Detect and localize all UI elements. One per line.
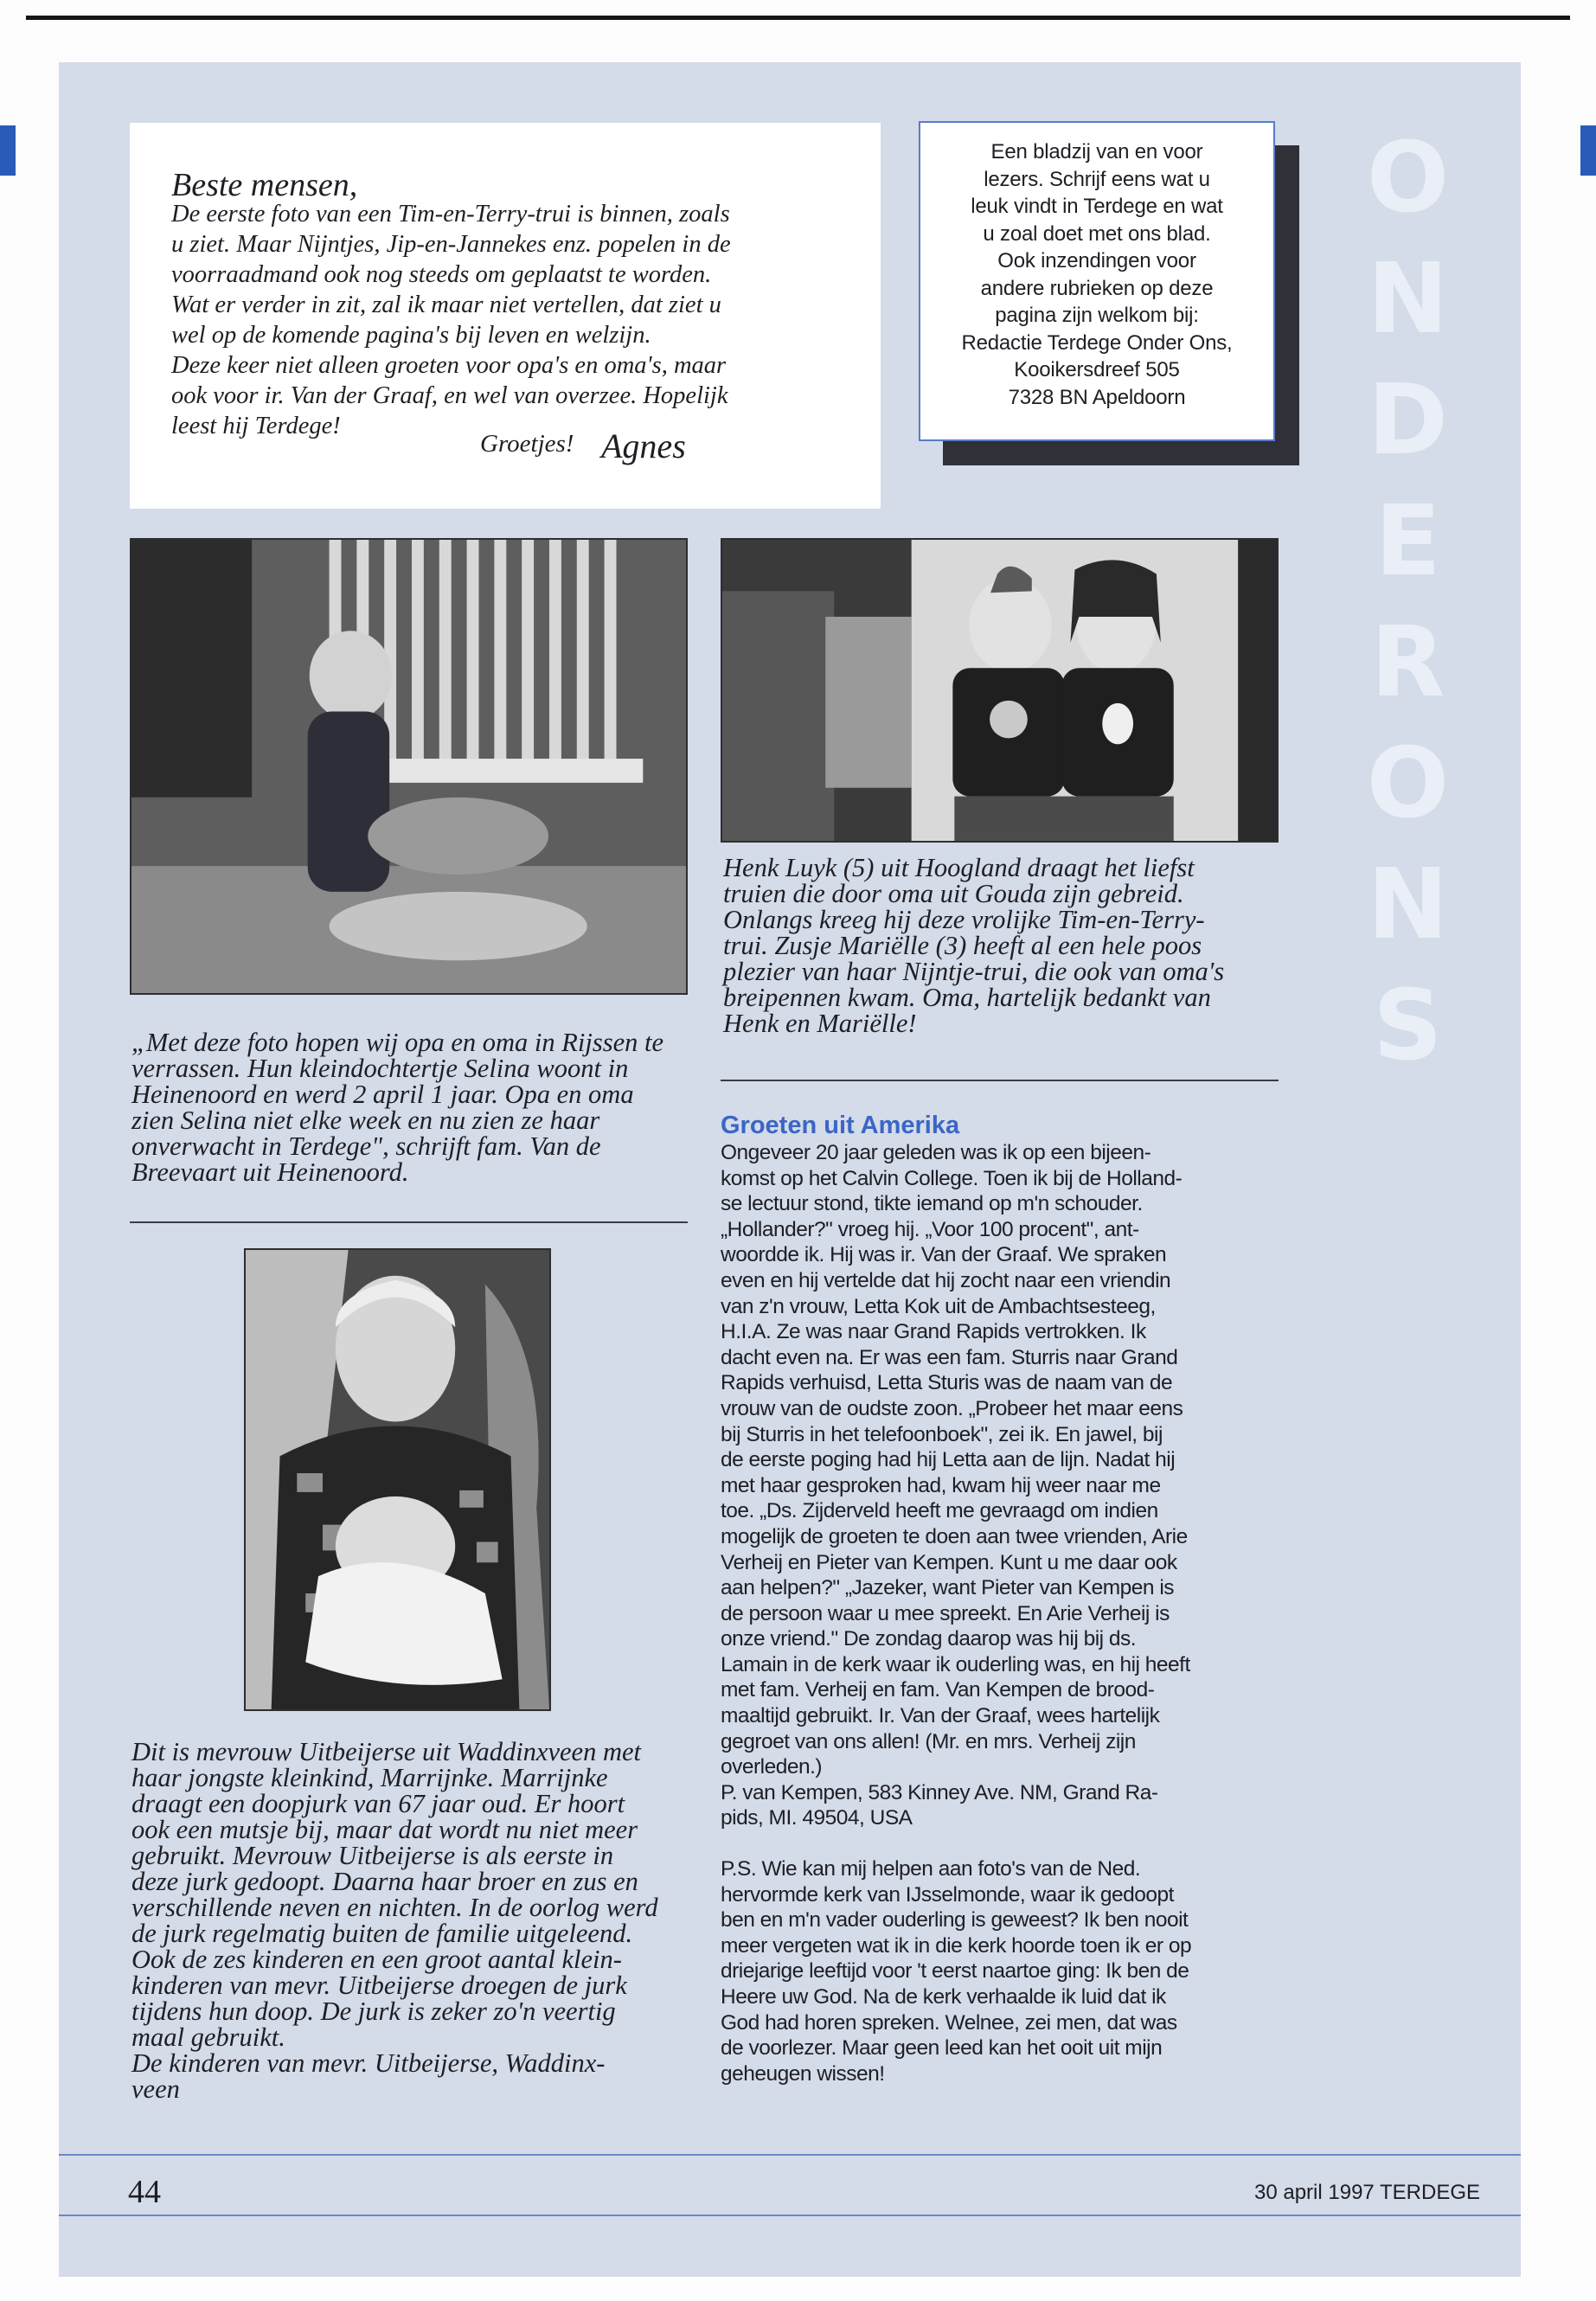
article-line: onze vriend." De zondag daarop was hij bij ds.: [721, 1627, 1137, 1651]
article-line: pids, MI. 49504, USA: [721, 1806, 913, 1830]
caption-line: verschillende neven en nichten. In de oorlog werd: [131, 1893, 658, 1922]
caption-line: onverwacht in Terdege", schrijft fam. Van de: [131, 1131, 601, 1161]
caption-line: zien Selina niet elke week en nu zien ze haar: [131, 1106, 600, 1135]
article-line: overleden.): [721, 1755, 823, 1779]
caption-line: De kinderen van mevr. Uitbeijerse, Waddinx-: [131, 2048, 606, 2078]
caption-line: Dit is mevrouw Uitbeijerse uit Waddinxveen met: [131, 1737, 641, 1766]
caption-line: veen: [131, 2074, 180, 2104]
caption-line: kinderen van mevr. Uitbeijerse droegen de jurk: [131, 1971, 627, 2000]
page-number: 44: [128, 2174, 161, 2210]
letter-line: Wat er verder in zit, zal ik maar niet vertellen, dat ziet u: [171, 292, 721, 318]
section-title-vertical: [1354, 122, 1462, 1583]
caption-line: maal gebruikt.: [131, 2022, 285, 2052]
article-line: „Hollander?" vroeg hij. „Voor 100 procent", ant-: [721, 1217, 1139, 1241]
caption-line: Heinenoord en werd 2 april 1 jaar. Opa en oma: [131, 1080, 634, 1109]
infobox-line: Redactie Terdege Onder Ons,: [961, 330, 1233, 355]
infobox-line: Ook inzendingen voor: [997, 249, 1196, 272]
caption-line: Onlangs kreeg hij deze vrolijke Tim-en-Terry-: [723, 905, 1205, 934]
side-letter: D: [1368, 364, 1448, 477]
side-letter: N: [1367, 849, 1449, 961]
article-line: vrouw van de oudste zoon. „Probeer het maar eens: [721, 1396, 1183, 1420]
article-line: mogelijk de groeten te doen aan twee vrienden, Arie: [721, 1524, 1188, 1548]
caption-line: deze jurk gedoopt. Daarna haar broer en zus en: [131, 1867, 638, 1896]
top-rule: [26, 16, 1570, 20]
article-line: woordde ik. Hij was ir. Van der Graaf. We spraken: [721, 1243, 1167, 1267]
caption-line: verrassen. Hun kleindochtertje Selina woont in: [131, 1054, 629, 1083]
article-line: Verheij en Pieter van Kempen. Kunt u me daar ook: [721, 1550, 1177, 1574]
article-line: de persoon waar u mee spreekt. En Arie Verheij is: [721, 1601, 1170, 1625]
rule-left: [130, 1221, 688, 1223]
side-letter: O: [1366, 727, 1450, 840]
caption-line: truien die door oma uit Gouda zijn gebreid.: [723, 879, 1184, 908]
side-letter: E: [1375, 485, 1441, 598]
right-edge-tab: [1580, 125, 1596, 176]
side-letter: N: [1367, 243, 1449, 356]
article-line: dacht even na. Er was een fam. Sturris naar Grand: [721, 1345, 1178, 1369]
caption-line: plezier van haar Nijntje-trui, die ook van oma's: [723, 957, 1225, 986]
letter-line: u ziet. Maar Nijntjes, Jip-en-Jannekes enz. popelen in de: [171, 231, 731, 258]
side-letter: R: [1370, 606, 1445, 719]
caption-line: haar jongste kleinkind, Marrijnke. Marrijnke: [131, 1763, 608, 1792]
infobox-line: pagina zijn welkom bij:: [995, 304, 1199, 327]
side-letter: O: [1366, 122, 1450, 234]
caption-line: Ook de zes kinderen en een groot aantal klein-: [131, 1945, 622, 1974]
caption-selina: [131, 1029, 702, 1185]
letter-line: Deze keer niet alleen groeten voor opa's en oma's, maar: [171, 352, 727, 379]
infobox-line: Een bladzij van en voor: [990, 140, 1203, 163]
letter-line: ook voor ir. Van der Graaf, en wel van overzee. Hopelijk: [171, 382, 728, 409]
caption-line: „Met deze foto hopen wij opa en oma in Rijssen te: [131, 1028, 664, 1057]
caption-line: Breevaart uit Heinenoord.: [131, 1157, 409, 1187]
letter-line: voorraadmand ook nog steeds om geplaatst te worden.: [171, 261, 712, 288]
letter-body: [171, 199, 846, 441]
letter-closing: Groetjes!: [480, 430, 574, 458]
infobox-line: Kooikersdreef 505: [1014, 358, 1180, 381]
article-ps-line: ben en m'n vader ouderling is geweest? Ik ben nooit: [721, 1908, 1189, 1932]
article-ps-line: meer vergeten wat ik in die kerk hoorde toen ik er op: [721, 1933, 1192, 1958]
left-edge-tab: [0, 125, 16, 176]
infobox-line: andere rubrieken op deze: [980, 276, 1214, 300]
letter-line: leest hij Terdege!: [171, 413, 341, 439]
infobox-line: leuk vindt in Terdege en wat: [971, 195, 1223, 218]
infobox-line: u zoal doet met ons blad.: [983, 221, 1211, 246]
photo-selina: [130, 538, 688, 995]
article-ps-line: hervormde kerk van IJsselmonde, waar ik gedoopt: [721, 1882, 1174, 1907]
article-line: de eerste poging had hij Letta aan de lijn. Nadat hij: [721, 1448, 1176, 1472]
caption-line: tijdens hun doop. De jurk is zeker zo'n veertig: [131, 1997, 616, 2026]
article-line: Rapids verhuisd, Letta Sturis was de naam van de: [721, 1371, 1173, 1395]
article-line: Ongeveer 20 jaar geleden was ik op een bijeen-: [721, 1141, 1151, 1164]
article-line: maaltijd gebruikt. Ir. Van der Graaf, wees hartelijk: [721, 1704, 1160, 1728]
article-ps-line: driejarige leeftijd voor 't eerst naartoe ging: Ik ben de: [721, 1959, 1189, 1984]
rule-right: [721, 1080, 1279, 1081]
caption-line: Henk Luyk (5) uit Hoogland draagt het liefst: [723, 853, 1195, 882]
caption-uitbeijerse: [131, 1739, 702, 2102]
article-line: met haar gesproken had, kwam hij weer naar me: [721, 1473, 1161, 1497]
caption-line: trui. Zusje Mariëlle (3) heeft al een hele poos: [723, 931, 1202, 960]
caption-line: de jurk regelmatig buiten de familie uitgeleend.: [131, 1919, 633, 1948]
article-line: van z'n vrouw, Letta Kok uit de Ambachtsesteeg,: [721, 1294, 1156, 1318]
article-line: komst op het Calvin College. Toen ik bij de Holland-: [721, 1166, 1183, 1190]
article-ps-line: Heere uw God. Na de kerk verhaalde ik luid dat ik: [721, 1985, 1166, 2009]
submission-infobox: [919, 121, 1275, 441]
handwritten-signature: Agnes: [601, 426, 686, 465]
caption-line: ook een mutsje bij, maar dat wordt nu niet meer: [131, 1815, 638, 1844]
infobox-line: 7328 BN Apeldoorn: [1008, 385, 1186, 409]
article-body: [721, 1140, 1279, 2086]
editor-letter: [130, 123, 881, 509]
article-line: aan helpen?" „Jazeker, want Pieter van Kempen is: [721, 1576, 1175, 1600]
letter-heading: Beste mensen,: [171, 167, 358, 203]
footer-rule-bottom: [59, 2214, 1521, 2216]
footer-rule-top: [59, 2154, 1521, 2156]
photo-henk-marielle: [721, 538, 1279, 843]
side-letter: S: [1373, 970, 1443, 1082]
caption-line: Henk en Mariëlle!: [723, 1009, 917, 1038]
article-line: P. van Kempen, 583 Kinney Ave. NM, Grand Ra-: [721, 1780, 1158, 1804]
article-heading: Groeten uit Amerika: [721, 1112, 960, 1139]
letter-line: wel op de komende pagina's bij leven en welzijn.: [171, 322, 651, 349]
article-ps-line: geheugen wissen!: [721, 2061, 885, 2086]
caption-henk: [723, 855, 1285, 1036]
caption-line: breipennen kwam. Oma, hartelijk bedankt van: [723, 983, 1211, 1012]
caption-line: gebruikt. Mevrouw Uitbeijerse is als eerste in: [131, 1841, 614, 1870]
letter-line: De eerste foto van een Tim-en-Terry-trui is binnen, zoals: [171, 201, 730, 228]
article-ps-line: de voorlezer. Maar geen leed kan het ooit uit mijn: [721, 2036, 1163, 2061]
paragraph-gap: [721, 1831, 1279, 1856]
article-line: toe. „Ds. Zijderveld heeft me gevraagd om indien: [721, 1499, 1158, 1523]
article-line: gegroet van ons allen! (Mr. en mrs. Verheij zijn: [721, 1729, 1136, 1753]
caption-line: draagt een doopjurk van 67 jaar oud. Er hoort: [131, 1789, 625, 1818]
article-line: se lectuur stond, tikte iemand op m'n schouder.: [721, 1192, 1143, 1216]
article-line: met fam. Verheij en fam. Van Kempen de brood-: [721, 1678, 1155, 1702]
infobox-line: lezers. Schrijf eens wat u: [984, 167, 1210, 191]
article-line: H.I.A. Ze was naar Grand Rapids vertrokken. Ik: [721, 1320, 1146, 1344]
article-ps-line: God had horen spreken. Welnee, zei men, dat was: [721, 2010, 1177, 2035]
article-line: Lamain in de kerk waar ik ouderling was, en hij heeft: [721, 1652, 1190, 1676]
article-ps-line: P.S. Wie kan mij helpen aan foto's van de Ned.: [721, 1857, 1141, 1881]
issue-date: 30 april 1997 TERDEGE: [1254, 2181, 1481, 2204]
article-line: bij Sturris in het telefoonboek", zei ik. En jawel, bij: [721, 1422, 1163, 1446]
article-line: even en hij vertelde dat hij zocht naar een vriendin: [721, 1268, 1171, 1292]
photo-uitbeijerse: [244, 1248, 551, 1711]
